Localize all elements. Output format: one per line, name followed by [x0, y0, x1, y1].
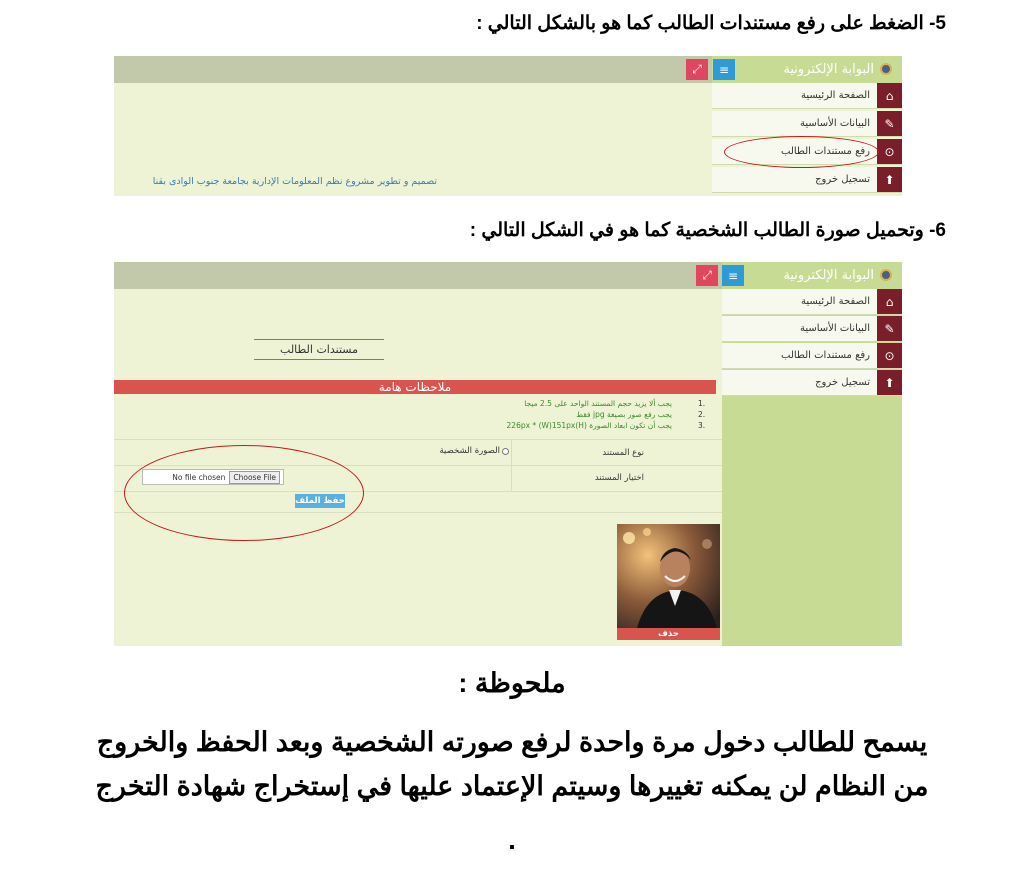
- menu-label: تسجيل خروج: [815, 174, 870, 185]
- note-line-3: .: [508, 825, 516, 855]
- choose-doc-label: اختيار المستند: [594, 473, 644, 483]
- save-file-button[interactable]: حفظ الملف: [295, 496, 345, 506]
- note-line-1: يسمح للطالب دخول مرة واحدة لرفع صورته الشخصية وبعد الحفظ والخروج: [96, 727, 928, 757]
- fullscreen-icon[interactable]: ⤢: [686, 59, 708, 80]
- home-icon: ⌂: [877, 289, 902, 314]
- student-photo: [617, 524, 720, 628]
- delete-photo-button[interactable]: حذف: [617, 628, 720, 640]
- form-column-divider: [511, 439, 512, 491]
- step5-portal-title: البوابة الإلكترونية: [783, 62, 874, 77]
- step5-highlight-oval: [724, 136, 879, 168]
- logout-arrow-icon: ⬆: [877, 167, 902, 192]
- note-item: يجب ألا يزيد حجم المستند الواحد على 2.5 ميجا: [524, 399, 672, 408]
- step5-brand[interactable]: [712, 56, 902, 83]
- note-number: 2.: [698, 410, 706, 419]
- step5-menu-home[interactable]: [712, 83, 902, 109]
- doc-type-radio-photo[interactable]: [440, 446, 510, 456]
- note-title: ملحوظة :: [458, 668, 566, 698]
- step6-menu-home[interactable]: [722, 289, 902, 315]
- logout-arrow-icon: ⬆: [877, 370, 902, 395]
- menu-toggle-icon[interactable]: ≡: [713, 59, 735, 80]
- edit-icon: ✎: [877, 316, 902, 341]
- home-icon: ⌂: [877, 83, 902, 108]
- step6-menu-logout[interactable]: [722, 370, 902, 396]
- step6-heading: 6- وتحميل صورة الطالب الشخصية كما هو في الشكل التالي :: [469, 220, 946, 241]
- student-photo-illustration: [617, 524, 720, 628]
- notes-title-bar: ملاحظات هامة: [114, 380, 716, 394]
- note-number: 1.: [698, 399, 706, 408]
- doc-title-rule-top: [254, 339, 384, 340]
- edit-icon: ✎: [877, 111, 902, 136]
- menu-label: رفع مستندات الطالب: [781, 350, 870, 361]
- step5-menu-logout[interactable]: [712, 167, 902, 193]
- menu-label: البيانات الأساسية: [800, 323, 870, 334]
- portal-logo-icon: [880, 269, 892, 281]
- step6-sidebar: [722, 289, 902, 399]
- menu-label: تسجيل خروج: [815, 377, 870, 388]
- note-item: يجب أن تكون ابعاد الصورة (H)226px * (W)151px: [506, 421, 672, 430]
- note-line-2: من النظام لن يمكنه تغييرها وسيتم الإعتماد عليها في إستخراج شهادة التخرج: [95, 771, 929, 801]
- step5-footer-credit[interactable]: تصميم و تطوير مشروع نظم المعلومات الإدارية بجامعة جنوب الوادى بقنا: [152, 176, 437, 187]
- step6-highlight-oval: [124, 445, 364, 541]
- menu-label: الصفحة الرئيسية: [801, 296, 870, 307]
- portal-logo-icon: [880, 63, 892, 75]
- doc-title: مستندات الطالب: [280, 343, 358, 356]
- note-item: يجب رفع صور بصيغة jpg فقط: [576, 410, 672, 419]
- step5-menu-basic-data[interactable]: [712, 111, 902, 137]
- file-status: No file chosen: [172, 472, 226, 482]
- fullscreen-icon[interactable]: ⤢: [696, 265, 718, 286]
- step6-brand[interactable]: [722, 262, 902, 289]
- step6-menu-upload-docs[interactable]: [722, 343, 902, 369]
- radio-label: الصورة الشخصية: [439, 446, 500, 456]
- step5-heading: 5- الضغط على رفع مستندات الطالب كما هو بالشكل التالي :: [476, 13, 946, 34]
- radio-button[interactable]: [502, 448, 509, 455]
- step6-menu-basic-data[interactable]: [722, 316, 902, 342]
- menu-toggle-icon[interactable]: ≡: [722, 265, 744, 286]
- step6-portal-title: البوابة الإلكترونية: [783, 268, 874, 283]
- step5-screenshot: [114, 56, 902, 196]
- note-number: 3.: [698, 421, 706, 430]
- menu-label: البيانات الأساسية: [800, 118, 870, 129]
- menu-label: رفع مستندات الطالب: [781, 146, 870, 157]
- doc-type-label: نوع المستند: [602, 448, 644, 458]
- choose-file-button[interactable]: Choose File: [229, 471, 280, 484]
- doc-title-rule-bottom: [254, 359, 384, 360]
- menu-label: الصفحة الرئيسية: [801, 90, 870, 101]
- upload-circle-icon: ⊙: [877, 343, 902, 368]
- upload-circle-icon: ⊙: [877, 139, 902, 164]
- step6-screenshot: [114, 262, 902, 646]
